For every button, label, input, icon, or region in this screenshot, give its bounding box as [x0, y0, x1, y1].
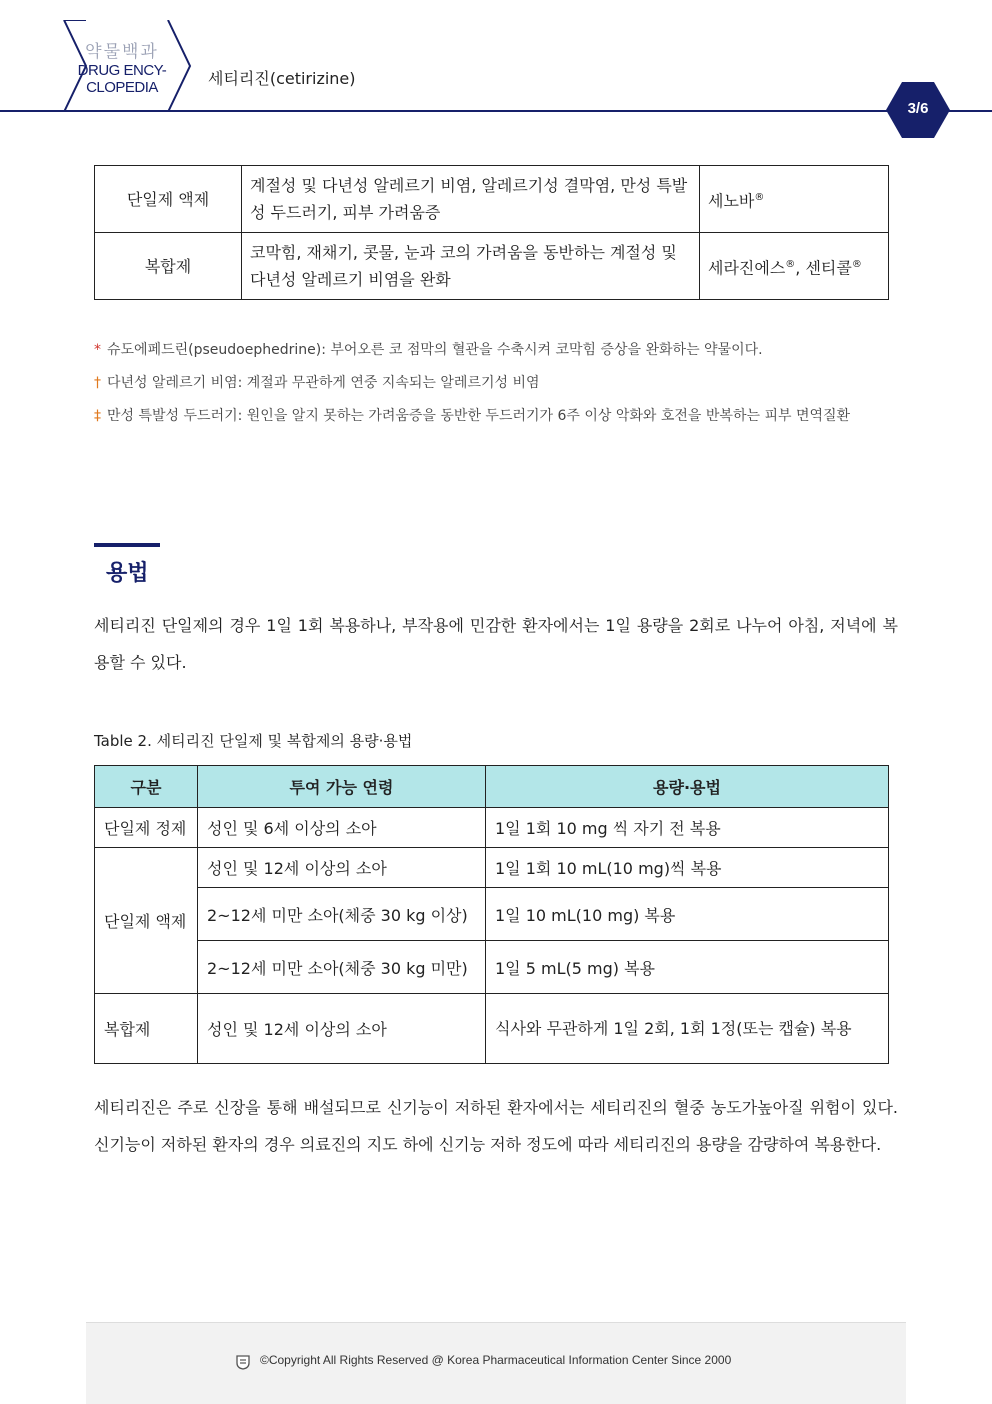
logo-en-line1: DRUG ENCY-: [77, 62, 167, 79]
table-cell-group: 단일제 정제: [95, 808, 198, 848]
table-cell-group: 단일제 액제: [95, 848, 198, 994]
logo: [62, 42, 182, 96]
table-cell-dose: 식사와 무관하게 1일 2회, 1회 1정(또는 캡슐) 복용: [486, 994, 889, 1064]
drug-title: 세티리진(cetirizine): [208, 69, 356, 88]
table-row: [95, 848, 889, 888]
page-number: 3/6: [907, 100, 929, 117]
table-cell-age: 2~12세 미만 소아(체중 30 kg 이상): [198, 888, 486, 941]
logo-ko: 약물백과: [85, 42, 159, 61]
table-cell-dose: 1일 5 mL(5 mg) 복용: [486, 941, 889, 994]
table-row: [95, 166, 889, 233]
formulation-table: [94, 165, 889, 300]
institution-crest-icon: [235, 1354, 251, 1370]
table-cell-dose: 1일 1회 10 mg 씩 자기 전 복용: [486, 808, 889, 848]
registered-mark: ®: [754, 191, 765, 203]
table-cell-age: 성인 및 12세 이상의 소아: [198, 848, 486, 888]
table-cell-form: 복합제: [95, 233, 242, 300]
renal-warning-paragraph: 세티리진은 주로 신장을 통해 배설되므로 신기능이 저하된 환자에서는 세티리진의 혈중 농도가높아질 위험이 있다. 신기능이 저하된 환자의 경우 의료진의 지도 하에 신기능 저하 정도에 따라 세티리진의 용량을 감량하여 복용한다.: [94, 1098, 898, 1154]
registered-mark: ®: [785, 258, 796, 270]
footnotes: [94, 334, 898, 433]
table-cell-brand: 세라진에스®, 센티콜®: [700, 233, 889, 300]
table-cell-group: 복합제: [95, 994, 198, 1064]
footnote: [94, 367, 898, 400]
footnote: [94, 400, 898, 433]
registered-mark: ®: [851, 258, 862, 270]
header-divider: [0, 110, 992, 112]
logo-en-line2: CLOPEDIA: [86, 79, 158, 96]
table-caption: Table 2. 세티리진 단일제 및 복합제의 용량·용법: [94, 732, 413, 750]
copyright-text: ©Copyright All Rights Reserved @ Korea Pharmaceutical Information Center Since 2000: [260, 1353, 732, 1367]
table-cell-indication: 코막힘, 재채기, 콧물, 눈과 코의 가려움을 동반하는 계절성 및 다년성 알레르기 비염을 완화: [242, 233, 700, 300]
table-cell-age: 성인 및 6세 이상의 소아: [198, 808, 486, 848]
column-header: 투여 가능 연령: [198, 766, 486, 808]
brand-name: 세라진에스: [708, 258, 786, 278]
table-cell-indication: 계절성 및 다년성 알레르기 비염, 알레르기성 결막염, 만성 특발성 두드러기, 피부 가려움증: [242, 166, 700, 233]
footnote: [94, 334, 898, 367]
table-row: [95, 233, 889, 300]
table-row: [95, 888, 889, 941]
table-header-row: [95, 766, 889, 808]
footnote-mark: ‡: [94, 408, 101, 424]
table-cell-form: 단일제 액제: [95, 166, 242, 233]
table-cell-dose: 1일 1회 10 mL(10 mg)씩 복용: [486, 848, 889, 888]
dosage-table: [94, 765, 889, 1064]
section-accent-bar: [94, 543, 160, 547]
table-cell-brand: [700, 166, 889, 233]
table-row: [95, 994, 889, 1064]
table-row: [95, 941, 889, 994]
table-cell-age: 성인 및 12세 이상의 소아: [198, 994, 486, 1064]
table-cell-age: 2~12세 미만 소아(체중 30 kg 미만): [198, 941, 486, 994]
footnote-text: 슈도에페드린(pseudoephedrine): 부어오른 코 점막의 혈관을 수축시켜 코막힘 증상을 완화하는 약물이다.: [107, 342, 763, 358]
column-header: 용량·용법: [486, 766, 889, 808]
usage-intro-paragraph: 세티리진 단일제의 경우 1일 1회 복용하나, 부작용에 민감한 환자에서는 1일 용량을 2회로 나누어 아침, 저녁에 복용할 수 있다.: [94, 616, 898, 672]
column-header: 구분: [95, 766, 198, 808]
footnote-mark: †: [94, 375, 101, 391]
footnote-text: 다년성 알레르기 비염: 계절과 무관하게 연중 지속되는 알레르기성 비염: [107, 375, 540, 391]
footnote-text: 만성 특발성 두드러기: 원인을 알지 못하는 가려움증을 동반한 두드러기가 6주 이상 악화와 호전을 반복하는 피부 면역질환: [107, 408, 851, 424]
footnote-mark: *: [94, 342, 101, 358]
table-row: [95, 808, 889, 848]
brand-name: 센티콜: [805, 258, 852, 278]
table-cell-dose: 1일 10 mL(10 mg) 복용: [486, 888, 889, 941]
brand-name: 세노바: [708, 191, 755, 211]
section-title: 용법: [106, 561, 149, 586]
